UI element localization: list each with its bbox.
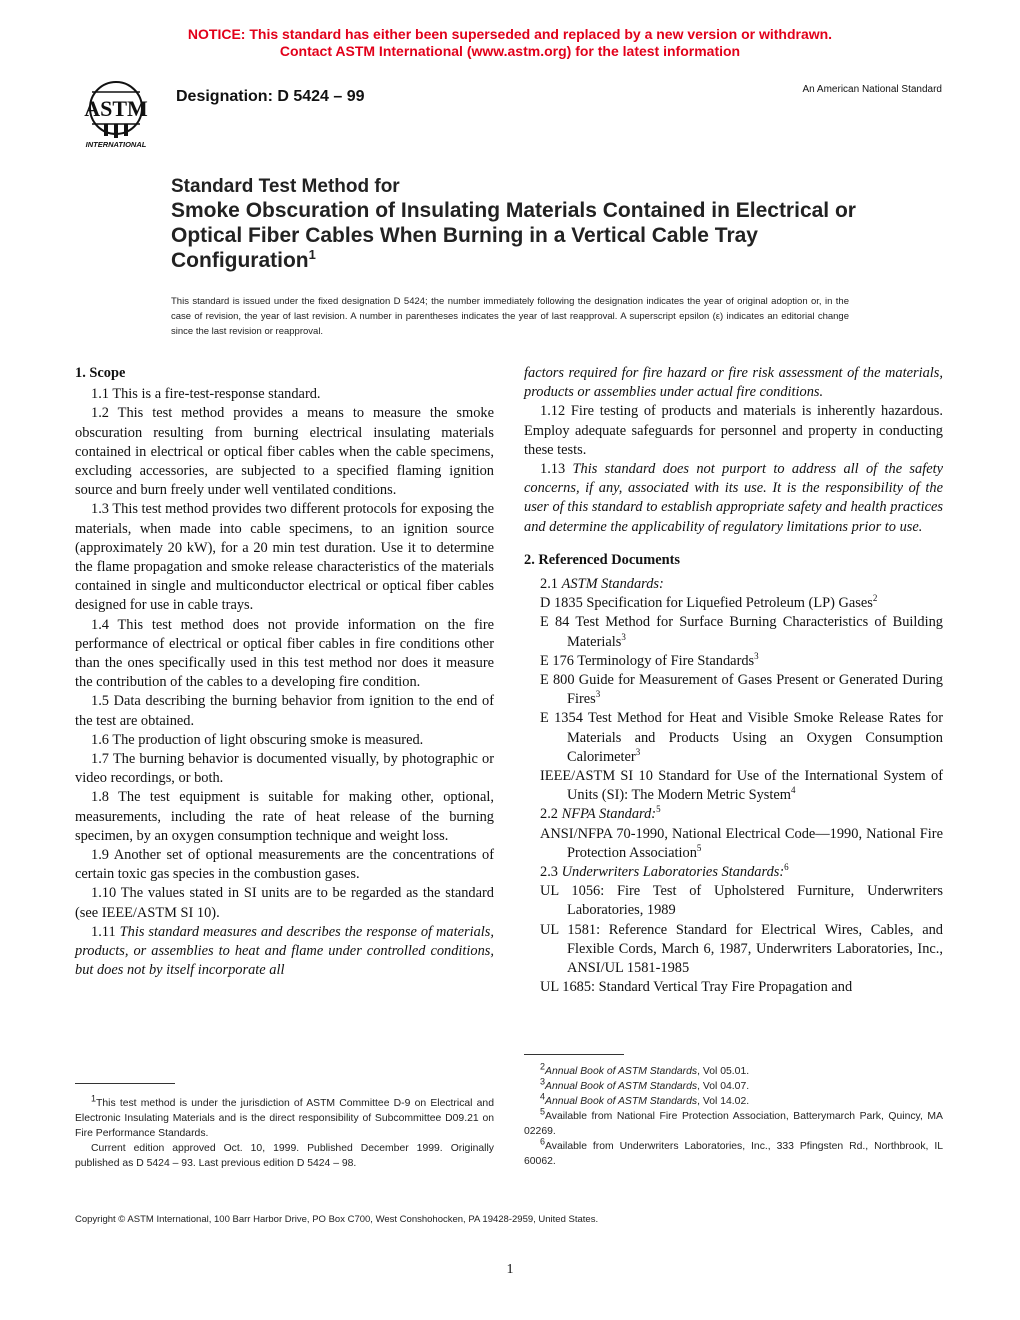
footnote-3-title: Annual Book of ASTM Standards (545, 1081, 698, 1092)
footnote-4-vol: , Vol 14.02. (697, 1096, 750, 1107)
footnote-2-title: Annual Book of ASTM Standards (545, 1066, 698, 1077)
subsection-ul-label: Underwriters Laboratories Standards: (561, 864, 785, 881)
footnote-1-edition: Current edition approved Oct. 10, 1999. Published December 1999. Originally published as D 5424 – 93. Last previous edition D 5424 – 98. (75, 1143, 494, 1169)
footnote-1-text: This test method is under the jurisdiction of ASTM Committee D-9 on Electrical and Electronic Insulating Materials and is the direct responsibility of Subcommittee D09.21 on Fire Performance Standards. (75, 1098, 494, 1139)
subsection-astm-number: 2.1 (540, 576, 558, 593)
notice-line-2: Contact ASTM International (www.astm.org) for the latest information (279, 43, 741, 59)
footnote-5 (524, 1106, 943, 1139)
american-national-standard: An American National Standard (802, 84, 942, 95)
title-prefix: Standard Test Method for (171, 176, 400, 197)
paragraph-1-1: 1.1 This is a fire-test-response standard. (91, 386, 321, 403)
subsection-astm-label: ASTM Standards: (561, 576, 664, 593)
footnote-3-vol: , Vol 04.07. (697, 1081, 750, 1092)
subsection-nfpa-number: 2.2 (540, 806, 558, 823)
ref-ul1056: UL 1056: Fire Test of Upholstered Furniture, Underwriters Laboratories, 1989 (540, 883, 943, 919)
designation: Designation: D 5424 – 99 (176, 88, 365, 105)
title-main (171, 198, 891, 273)
ref-e1354-fn: 3 (635, 747, 641, 758)
paragraph-1-5: 1.5 Data describing the burning behavior from ignition to the end of the test are obtained. (75, 693, 494, 729)
ref-e176-text: E 176 Terminology of Fire Standards (540, 652, 755, 669)
section-heading-referenced-documents: 2. Referenced Documents (524, 551, 680, 568)
ref-nfpa70-fn: 5 (696, 843, 702, 854)
subsection-ul-fn: 6 (784, 862, 789, 873)
ref-d1835 (524, 594, 943, 613)
issue-note: This standard is issued under the fixed designation D 5424; the number immediately following the designation indicates the year of original adoption or, in the case of revision, the year of last revision. A number in parentheses indicates the year of last reapproval. A superscript epsilon (ε) indicates an editorial change since the last revision or reapproval. (171, 296, 849, 337)
ref-e84-fn: 3 (621, 631, 626, 642)
paragraph-1-11-continued-text: factors required for fire hazard or fire risk assessment of the materials, products or assemblies under actual fire conditions. (524, 365, 943, 401)
subsection-nfpa (524, 805, 943, 824)
footnote-2-vol: , Vol 05.01. (697, 1066, 750, 1077)
right-column (524, 364, 943, 998)
paragraph-1-2: 1.2 This test method provides a means to measure the smoke obscuration resulting from burning electrical insulating materials contained in electrical or optical fiber cables when the cable specimens, excluding accessories, are subjected to a specified flaming ignition source and burn freely under well ventilated conditions. (75, 405, 494, 499)
paragraph-1-12: 1.12 Fire testing of products and materials is inherently hazardous. Employ adequate safeguards for personnel and property in conducting these tests. (524, 403, 943, 458)
footnote-4-mark: 4 (540, 1091, 546, 1102)
footnote-2 (524, 1061, 943, 1079)
paragraph-1-6: 1.6 The production of light obscuring smoke is measured. (91, 731, 424, 748)
paragraph-1-7: 1.7 The burning behavior is documented visually, by photographic or video recordings, or both. (75, 751, 494, 787)
footnotes-right (524, 1061, 943, 1169)
paragraph-1-10: 1.10 The values stated in SI units are to be regarded as the standard (see IEEE/ASTM SI 10). (75, 885, 494, 921)
page-number: 1 (506, 1262, 514, 1277)
footnote-2-mark: 2 (540, 1061, 546, 1072)
footnote-5-mark: 5 (540, 1106, 546, 1117)
ref-d1835-text: D 1835 Specification for Liquefied Petroleum (LP) Gases (540, 595, 873, 612)
paragraph-1-11-number: 1.11 (91, 923, 116, 940)
ref-e800-text: E 800 Guide for Measurement of Gases Present or Generated During Fires (540, 672, 943, 708)
paragraph-1-11 (75, 923, 494, 981)
ref-nfpa70 (540, 825, 943, 863)
ref-e176 (540, 652, 943, 671)
logo-sub-text: INTERNATIONAL (85, 140, 147, 149)
ref-e800 (540, 671, 943, 709)
paragraph-1-8: 1.8 The test equipment is suitable for making other, optional, measurements, including the rate of heat release of the burning specimen, by an oxygen consumption technique and weight loss. (75, 789, 494, 844)
footnote-1-mark: 1 (91, 1093, 97, 1104)
left-column (75, 364, 494, 981)
copyright: Copyright © ASTM International, 100 Barr Harbor Drive, PO Box C700, West Conshohocken, PA 19428-2959, United States. (75, 1214, 599, 1225)
ref-si10-text: IEEE/ASTM SI 10 Standard for Use of the International System of Units (SI): The Modern Metric System (540, 768, 943, 804)
ref-e1354 (540, 709, 943, 767)
subsection-astm-standards (524, 575, 943, 594)
ref-e84-text: E 84 Test Method for Surface Burning Characteristics of Building Materials (540, 614, 943, 650)
astm-logo (74, 78, 160, 150)
ref-ul1685: UL 1685: Standard Vertical Tray Fire Propagation and (540, 979, 853, 996)
footnotes-left (75, 1093, 494, 1171)
title-block (171, 176, 891, 273)
ref-d1835-fn: 2 (872, 593, 878, 604)
footnote-5-text: Available from National Fire Protection Association, Batterymarch Park, Quincy, MA 02269. (524, 1111, 943, 1137)
paragraph-1-9: 1.9 Another set of optional measurements are the concentrations of certain toxic gas species in the combustion gases. (75, 847, 494, 883)
ref-si10 (540, 767, 943, 805)
footnote-4 (524, 1091, 943, 1109)
footnote-rule-right (524, 1054, 624, 1055)
title-main-text: Smoke Obscuration of Insulating Materials Contained in Electrical or Optical Fiber Cables When Burning in a Vertical Cable Tray Configuration (171, 199, 856, 272)
footnote-3 (524, 1076, 943, 1094)
title-footnote-mark: 1 (308, 247, 316, 262)
subsection-ul (524, 863, 943, 882)
footnote-1 (75, 1093, 494, 1141)
footnote-3-mark: 3 (540, 1076, 546, 1087)
ref-e1354-text: E 1354 Test Method for Heat and Visible Smoke Release Rates for Materials and Products Using an Oxygen Consumption Calorimeter (540, 710, 943, 765)
ref-nfpa70-text: ANSI/NFPA 70-1990, National Electrical Code—1990, National Fire Protection Association (540, 825, 943, 861)
logo-text: ASTM (84, 96, 148, 121)
ref-ul1581: UL 1581: Reference Standard for Electrical Wires, Cables, and Flexible Cords, March 6, 1987, Underwriters Laboratories, Inc., ANSI/UL 1581-1985 (540, 921, 943, 977)
subsection-ul-number: 2.3 (540, 864, 558, 881)
footnote-6-mark: 6 (540, 1136, 546, 1147)
notice-line-1: NOTICE: This standard has either been superseded and replaced by a new version or withdrawn. (187, 26, 833, 42)
ref-e176-fn: 3 (754, 651, 759, 662)
footnote-6 (524, 1136, 943, 1169)
notice-banner (0, 26, 1020, 60)
footnote-rule-left (75, 1083, 175, 1084)
subsection-nfpa-label: NFPA Standard: (561, 806, 657, 823)
paragraph-1-13-text: This standard does not purport to address all of the safety concerns, if any, associated with its use. It is the responsibility of the user of this standard to establish appropriate safety and health practices and determine the applicability of regulatory limitations prior to use. (524, 461, 943, 535)
subsection-nfpa-fn: 5 (656, 804, 661, 815)
paragraph-1-11-continued (524, 364, 943, 402)
ref-e800-fn: 3 (595, 689, 601, 700)
paragraph-1-3: 1.3 This test method provides two different protocols for exposing the materials, when made into cable specimens, to an ignition source (approximately 20 kW), for a 20 min test duration. Use it to determine the flame propagation and smoke release characteristics of the materials contained in single and multiconductor electrical or optical fiber cables designed for use in cable trays. (75, 501, 494, 614)
section-heading-scope: 1. Scope (75, 365, 126, 381)
ref-si10-fn: 4 (790, 785, 796, 796)
ref-e84 (540, 613, 943, 651)
paragraph-1-13 (524, 460, 943, 537)
paragraph-1-4: 1.4 This test method does not provide information on the fire performance of electrical or optical fiber cables in fire conditions other than the ones specifically used in this test method nor does it measure the contribution of the cables to a developing fire condition. (75, 616, 494, 691)
footnote-4-title: Annual Book of ASTM Standards (545, 1096, 698, 1107)
paragraph-1-11-text: This standard measures and describes the response of materials, products, or assemblies to heat and flame under controlled conditions, but does not by itself incorporate all (75, 923, 494, 979)
paragraph-1-13-number: 1.13 (540, 461, 566, 478)
footnote-6-text: Available from Underwriters Laboratories, Inc., 333 Pfingsten Rd., Northbrook, IL 60062. (524, 1141, 943, 1167)
